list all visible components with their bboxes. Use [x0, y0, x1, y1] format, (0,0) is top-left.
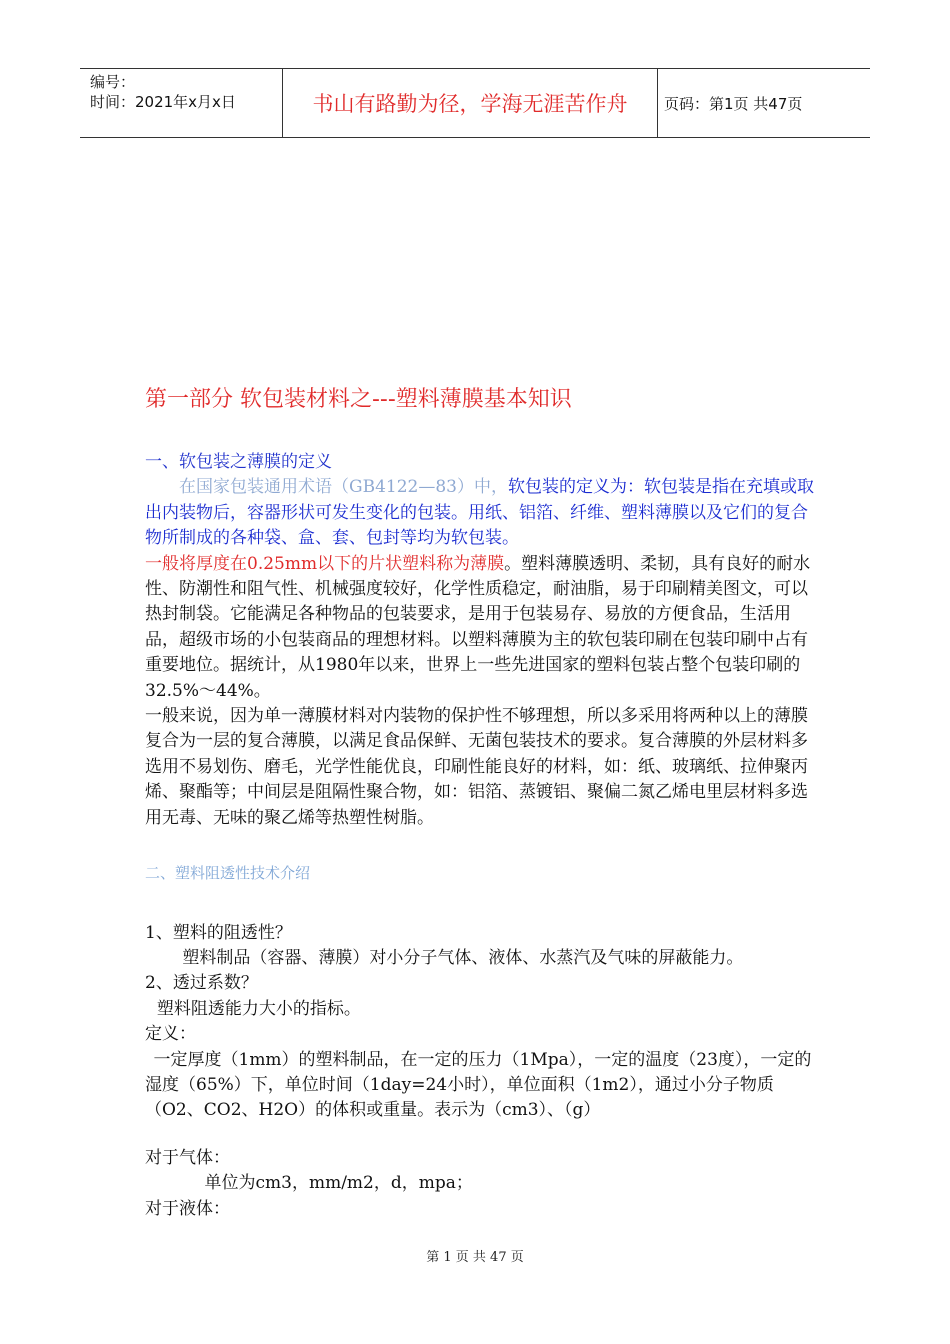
page-header — [80, 68, 870, 138]
header-page-code: 页码：第1页 共47页 — [664, 94, 803, 113]
p1-definition: 软包装的定义为：软包装是指在充填或取出内装物后，容器形状可发生变化的包装。用纸、铝箔、纤维、塑料薄膜以及它们的复合物所制成的各种袋、盒、套、包封等均为软包装。 — [145, 477, 814, 549]
answer-1: 塑料制品（容器、薄膜）对小分子气体、液体、水蒸汽及气味的屏蔽能力。 — [182, 947, 744, 968]
gas-unit: 单位为cm3，mm/m2，d，mpa； — [204, 1173, 473, 1194]
number-label: 编号： — [90, 73, 136, 91]
document-title: 第一部分 软包装材料之---塑料薄膜基本知识 — [145, 387, 572, 412]
header-meta — [80, 69, 282, 137]
time-label: 时间：2021年x月x日 — [90, 93, 236, 111]
gas-label: 对于气体： — [145, 1147, 230, 1168]
section1-paragraph1 — [145, 475, 815, 551]
p2-highlight: 一般将厚度在0.25mm以下的片状塑料称为薄膜 — [145, 553, 505, 574]
p1-source: 在国家包装通用术语（GB4122—83）中， — [179, 477, 508, 498]
section1-heading: 一、软包装之薄膜的定义 — [145, 452, 332, 472]
section2-heading: 二、塑料阻透性技术介绍 — [145, 864, 311, 883]
question-2: 2、透过系数？ — [145, 973, 258, 994]
spacer — [145, 1124, 815, 1146]
section1-paragraph3: 一般来说，因为单一薄膜材料对内装物的保护性不够理想，所以多采用将两种以上的薄膜复合为一层的复合薄膜，以满足食品保鲜、无菌包装技术的要求。复合薄膜的外层材料多选用不易划伤、磨毛，光学性能优良，印刷性能良好的材料，如：纸、玻璃纸、拉伸聚丙烯、聚酯等；中间层是阻隔性聚合物，如：铝箔、蒸镀铝、聚偏二氮乙烯电里层材料多选用无毒、无味的聚乙烯等热塑性树脂。 — [145, 706, 808, 828]
question-1: 1、塑料的阻透性？ — [145, 922, 292, 943]
document-body — [145, 380, 815, 1222]
liquid-label: 对于液体： — [145, 1198, 230, 1219]
section1-paragraph2 — [145, 552, 815, 704]
definition-text: 一定厚度（1mm）的塑料制品，在一定的压力（1Mpa），一定的温度（23度），一定的湿度（65%）下，单位时间（1day=24小时），单位面积（1m2），通过小分子物质（O2、CO2、H2O）的体积或重量。表示为（cm3）、（g） — [145, 1049, 812, 1121]
header-motto: 书山有路勤为径，学海无涯苦作舟 — [282, 69, 658, 137]
page-footer: 第 1 页 共 47 页 — [426, 1250, 524, 1265]
p2-text: 。塑料薄膜透明、柔韧，具有良好的耐水性、防潮性和阻气性、机械强度较好，化学性质稳定，耐油脂，易于印刷精美图文，可以热封制袋。它能满足各种物品的包装要求，是用于包装易存、易放的方便食品，生活用品，超级市场的小包装商品的理想材料。以塑料薄膜为主的软包装印刷在包装印刷中占有重要地位。据统计，从1980年以来，世界上一些先进国家的塑料包装占整个包装印刷的32.5%～44%。 — [145, 553, 811, 701]
definition-label: 定义： — [145, 1024, 196, 1045]
answer-2: 塑料阻透能力大小的指标。 — [156, 998, 361, 1019]
